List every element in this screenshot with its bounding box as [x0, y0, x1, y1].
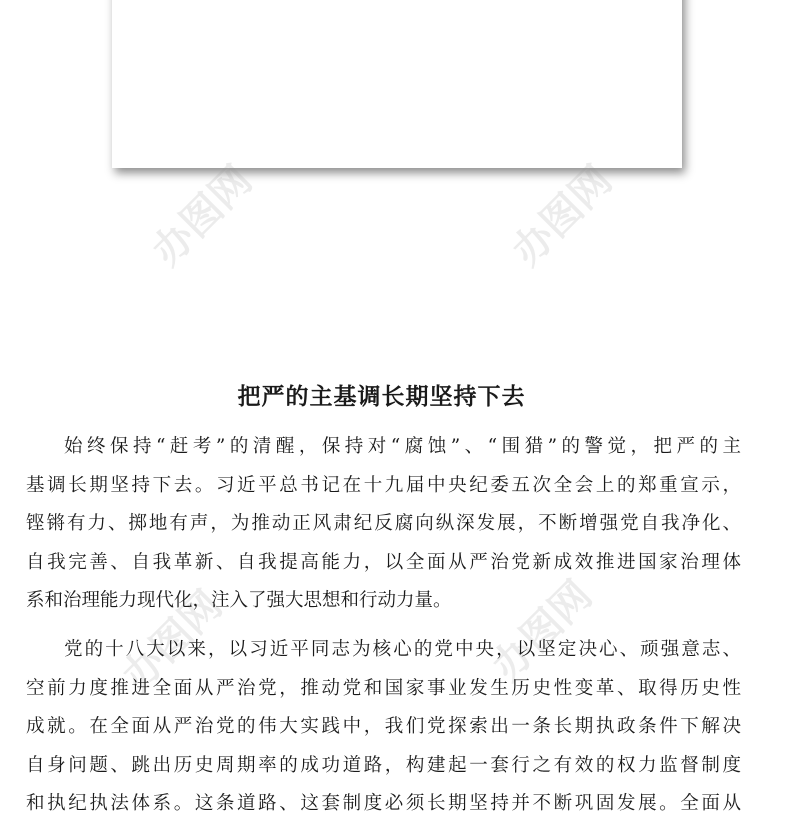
- watermark: 办图网: [483, 572, 602, 690]
- paragraph: [26, 428, 741, 621]
- cover-image-card: [112, 0, 682, 168]
- paragraph-line: 和执纪执法体系。这条道路、这套制度必须长期坚持并不断巩固发展。全面从: [26, 793, 741, 814]
- paragraph-line: 自身问题、跳出历史周期率的成功道路，构建起一套行之有效的权力监督制度: [26, 754, 741, 776]
- paragraph-line: 铿锵有力、掷地有声，为推动正风肃纪反腐向纵深发展，不断增强党自我净化、: [26, 513, 741, 534]
- watermark: 办图网: [503, 157, 622, 275]
- paragraph-line: 党的十八大以来，以习近平同志为核心的党中央，以坚定决心、顽强意志、: [64, 639, 741, 660]
- paragraph-line: 自我完善、自我革新、自我提高能力，以全面从严治党新成效推进国家治理体: [26, 551, 741, 573]
- paragraph: [26, 631, 741, 824]
- paragraph-line: 系和治理能力现代化，注入了强大思想和行动力量。: [26, 590, 452, 611]
- watermark: 办图网: [143, 157, 262, 275]
- paragraph-line: 成就。在全面从严治党的伟大实践中，我们党探索出一条长期执政条件下解决: [26, 716, 741, 737]
- watermark: 办图网: [113, 582, 232, 700]
- paragraph-line: 始终保持“赶考”的清醒，保持对“腐蚀”、“围猎”的警觉，把严的主: [64, 436, 741, 457]
- paragraph-line: 基调长期坚持下去。习近平总书记在十九届中央纪委五次全会上的郑重宣示，: [26, 474, 741, 496]
- document-title: 把严的主基调长期坚持下去: [237, 383, 526, 410]
- paragraph-line: 空前力度推进全面从严治党，推动党和国家事业发生历史性变革、取得历史性: [26, 677, 741, 699]
